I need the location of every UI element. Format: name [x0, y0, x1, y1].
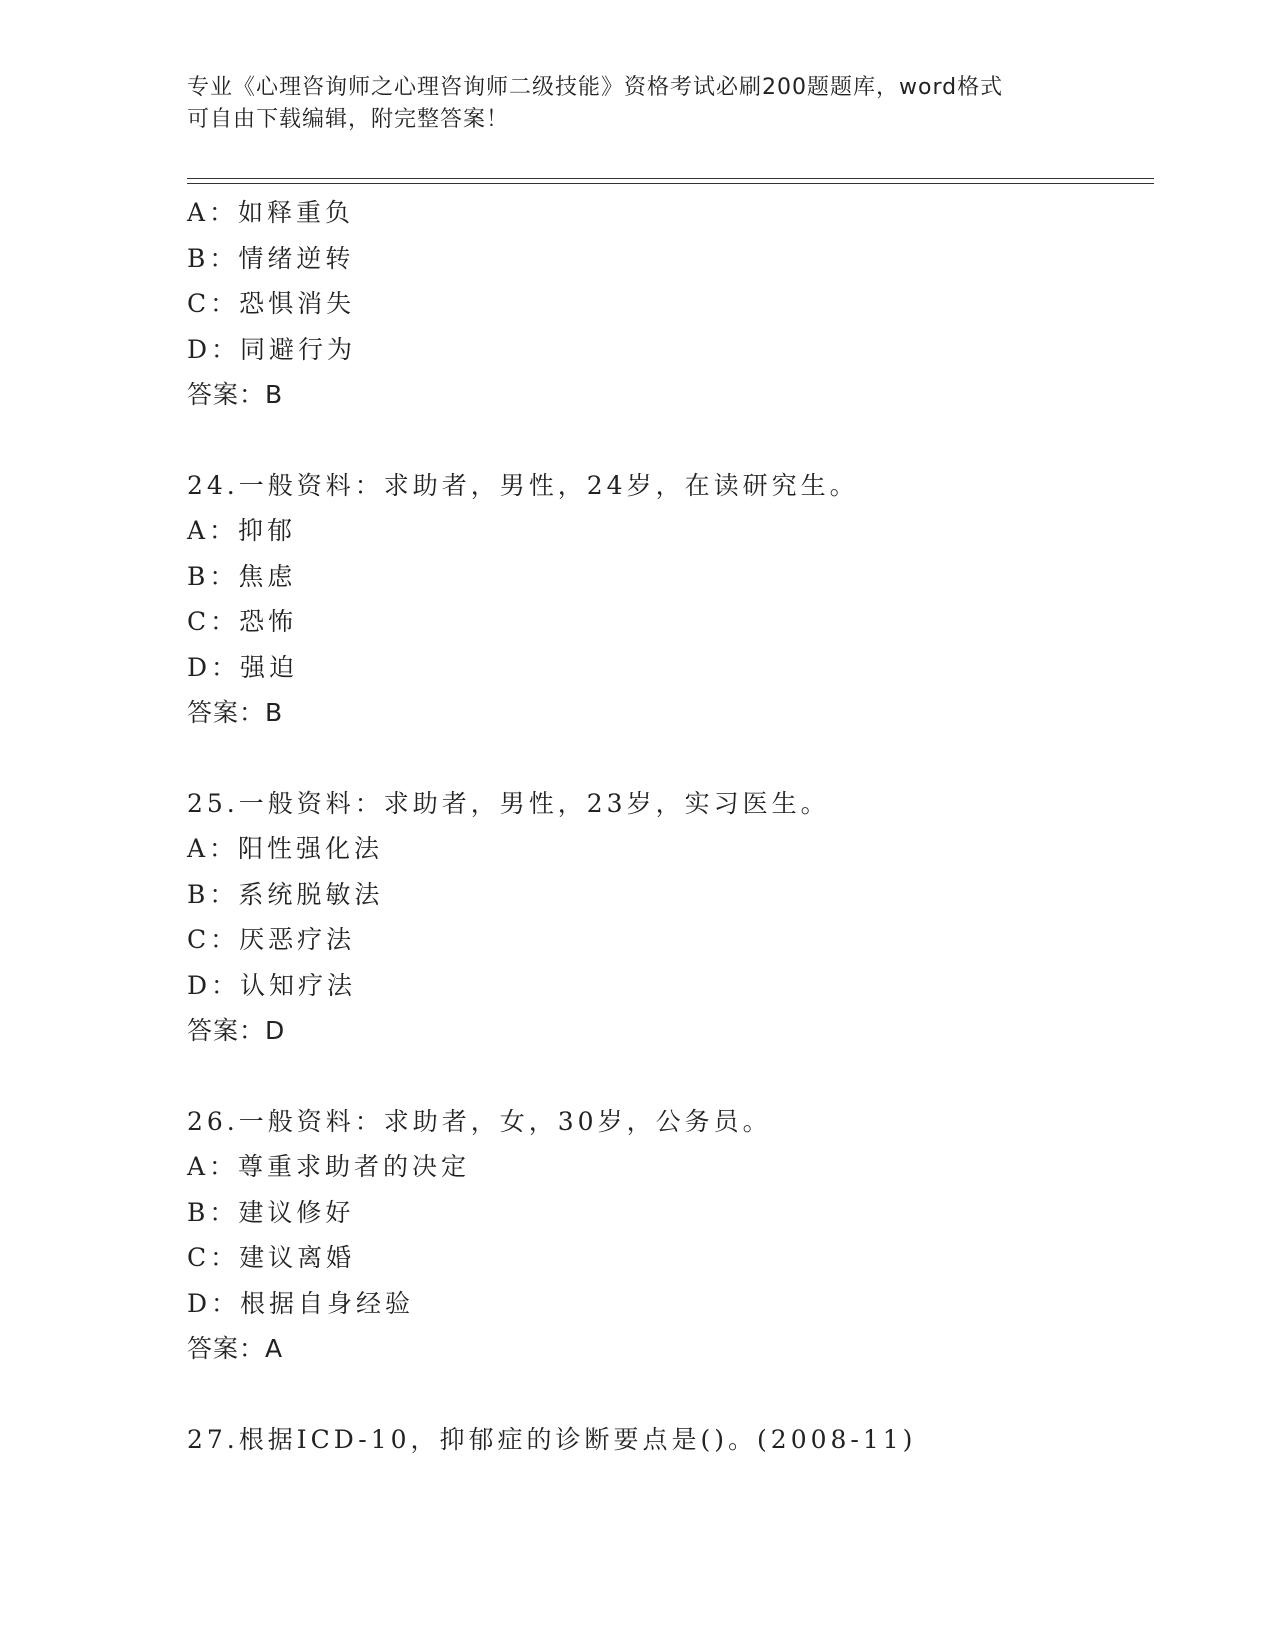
- question-block-27: [187, 1417, 1137, 1463]
- option-c: C：恐怖: [187, 607, 298, 636]
- option-c: C：建议离婚: [187, 1243, 356, 1272]
- option-c: C：恐惧消失: [187, 289, 356, 318]
- header-rule-bottom: [187, 183, 1154, 184]
- document-header: [187, 72, 1087, 136]
- question-stem: 27.根据ICD-10，抑郁症的诊断要点是()。(2008-11): [187, 1424, 917, 1454]
- option-a: A：抑郁: [187, 516, 297, 545]
- question-stem: 24.一般资料：求助者，男性，24岁，在读研究生。: [187, 470, 859, 500]
- option-b: B：焦虑: [187, 561, 297, 591]
- option-a: A：尊重求助者的决定: [187, 1152, 471, 1181]
- option-d: D：认知疗法: [187, 970, 357, 1000]
- answer-line: 答案：B: [187, 380, 284, 409]
- question-block-24: [187, 463, 1137, 736]
- option-d: D：根据自身经验: [187, 1288, 415, 1318]
- option-b: B：建议修好: [187, 1197, 355, 1227]
- option-b: B：情绪逆转: [187, 243, 355, 273]
- option-a: A：如释重负: [187, 198, 355, 227]
- option-b: B：系统脱敏法: [187, 879, 384, 909]
- header-line-2: 可自由下载编辑，附完整答案！: [187, 107, 510, 132]
- question-block-23: [187, 190, 1137, 418]
- question-stem: 26.一般资料：求助者，女，30岁，公务员。: [187, 1106, 772, 1136]
- question-block-26: [187, 1099, 1137, 1372]
- question-list: [187, 190, 1137, 1462]
- answer-line: 答案：A: [187, 1334, 284, 1363]
- option-d: D：强迫: [187, 652, 299, 682]
- question-block-25: [187, 781, 1137, 1054]
- header-rule-top: [187, 178, 1154, 179]
- header-line-1: 专业《心理咨询师之心理咨询师二级技能》资格考试必刷200题题库，word格式: [187, 75, 1004, 100]
- answer-line: 答案：B: [187, 698, 284, 727]
- question-stem: 25.一般资料：求助者，男性，23岁，实习医生。: [187, 788, 830, 818]
- option-c: C：厌恶疗法: [187, 925, 356, 954]
- option-d: D：同避行为: [187, 334, 357, 364]
- option-a: A：阳性强化法: [187, 834, 384, 863]
- answer-line: 答案：D: [187, 1016, 286, 1045]
